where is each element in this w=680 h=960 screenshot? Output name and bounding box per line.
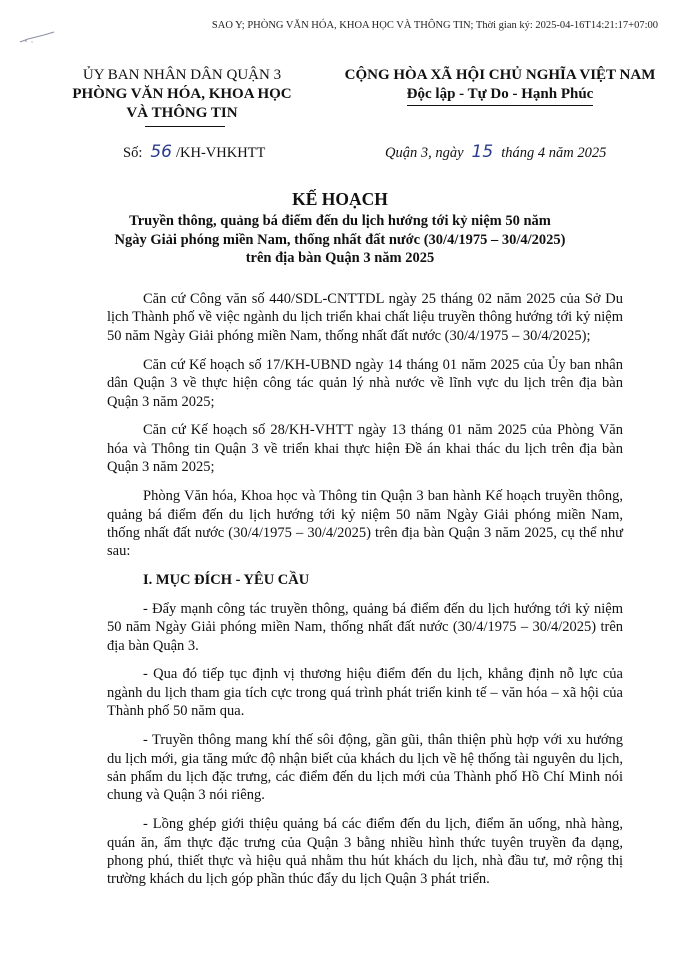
document-number <box>123 142 265 162</box>
nation-name: CỘNG HÒA XÃ HỘI CHỦ NGHĨA VIỆT NAM <box>344 67 656 83</box>
pen-mark <box>18 30 58 44</box>
digital-copy-stamp: SAO Y; PHÒNG VĂN HÓA, KHOA HỌC VÀ THÔNG TIN; Thời gian ký: 2025-04-16T14:21:17+07:00 <box>211 20 658 31</box>
date-suffix: tháng 4 năm 2025 <box>501 145 607 161</box>
issuance-statement: Phòng Văn hóa, Khoa học và Thông tin Quận 3 ban hành Kế hoạch truyền thông, quảng bá điểm đến du lịch hướng tới kỷ niệm 50 năm Ngày Giải phóng miền Nam, thống nhất đất nước (30/4/1975 – 30/4/2025) trên địa bàn Quận 3 năm 2025, cụ thể như sau: <box>107 488 623 560</box>
objective-item: - Qua đó tiếp tục định vị thương hiệu điểm đến du lịch, khẳng định nỗ lực của ngành du lịch tham gia tích cực trong quá trình phát triển kinh tế – văn hóa – xã hội của Thành phố 50 năm qua. <box>107 666 623 720</box>
subtitle-line-2: Ngày Giải phóng miền Nam, thống nhất đất nước (30/4/1975 – 30/4/2025) <box>114 231 566 248</box>
document-body <box>107 290 623 899</box>
date-prefix: Quận 3, ngày <box>385 145 464 161</box>
agency-name-line-2: VÀ THÔNG TIN <box>126 105 238 121</box>
objective-item: - Lồng ghép giới thiệu quảng bá các điểm đến du lịch, điểm ăn uống, nhà hàng, quán ăn, ẩm thực đặc trưng của Quận 3 bằng nhiều hình thức tuyên truyền đa dạng, phong phú, thiết thực và hiệu quả nhằm thu hút khách du lịch, nhà đầu tư, mở rộng thị trường khách du lịch góp phần thúc đẩy du lịch Quận 3 phát triển. <box>107 816 623 888</box>
number-suffix: /KH-VHKHTT <box>175 145 266 161</box>
legal-basis-2: Căn cứ Kế hoạch số 17/KH-UBND ngày 14 tháng 01 năm 2025 của Ủy ban nhân dân Quận 3 về thực hiện công tác quản lý nhà nước về lĩnh vực du lịch trên địa bàn Quận 3 năm 2025; <box>107 356 623 410</box>
document-date <box>385 142 606 162</box>
objective-item: - Đẩy mạnh công tác truyền thông, quảng bá điểm đến du lịch hướng tới kỷ niệm 50 năm Ngày Giải phóng miền Nam, thống nhất đất nước (30/4/1975 – 30/4/2025) trên địa bàn Quận 3. <box>107 600 623 654</box>
document-subtitle <box>60 212 620 268</box>
handwritten-number: 56 <box>150 142 172 162</box>
handwritten-day: 15 <box>471 142 494 162</box>
issuing-agency <box>62 66 302 123</box>
legal-basis-3: Căn cứ Kế hoạch số 28/KH-VHTT ngày 13 tháng 01 năm 2025 của Phòng Văn hóa và Thông tin Quận 3 về triển khai thực hiện Đề án khai thác du lịch trên địa bàn Quận 3 năm 2025; <box>107 422 623 476</box>
subtitle-line-3: trên địa bàn Quận 3 năm 2025 <box>245 250 435 266</box>
objective-item: - Truyền thông mang khí thế sôi động, gần gũi, thân thiện phù hợp với xu hướng du lịch mới, gia tăng mức độ nhận biết của khách du lịch về hệ thống tài nguyên du lịch, sản phẩm du lịch đặc trưng, các điểm đến du lịch mới của Thành phố Hồ Chí Minh nói chung và Quận 3 nói riêng. <box>107 732 623 804</box>
agency-parent: ỦY BAN NHÂN DÂN QUẬN 3 <box>82 67 282 83</box>
agency-name-line-1: PHÒNG VĂN HÓA, KHOA HỌC <box>72 86 292 102</box>
document-title: KẾ HOẠCH <box>292 189 388 209</box>
national-motto: Độc lập - Tự Do - Hạnh Phúc <box>407 85 594 106</box>
section-heading: I. MỤC ĐÍCH - YÊU CẦU <box>143 572 310 589</box>
number-prefix: Số: <box>123 145 143 161</box>
subtitle-line-1: Truyền thông, quảng bá điểm đến du lịch hướng tới kỷ niệm 50 năm <box>129 213 551 229</box>
national-header <box>335 66 665 106</box>
legal-basis-1: Căn cứ Công văn số 440/SDL-CNTTDL ngày 25 tháng 02 năm 2025 của Sở Du lịch Thành phố về việc ngành du lịch triển khai chất liệu truyền thông hướng tới kỷ niệm 50 năm Ngày Giải phóng miền Nam, thống nhất đất nước (30/4/1975 – 30/4/2025); <box>107 291 623 344</box>
agency-underline <box>145 126 225 127</box>
